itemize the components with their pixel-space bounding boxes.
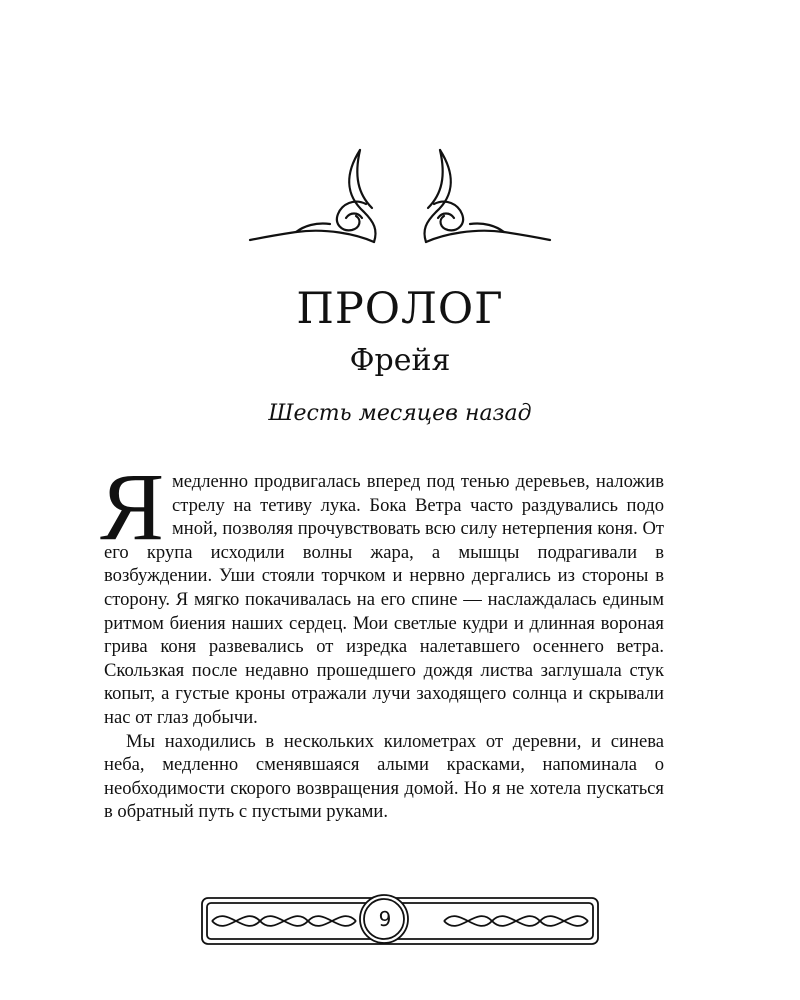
page-number: 9	[378, 907, 392, 931]
chapter-subtitle: Фрейя	[349, 343, 451, 378]
paragraph-1	[100, 453, 664, 730]
drop-cap: Я	[100, 453, 165, 560]
chapter-title: ПРОЛОГ	[296, 284, 504, 334]
paragraph-2: Мы находились в нескольких километрах от деревни, и синева неба, медленно сменявшаяся алыми красками, напоминала о необходимости скорого возвращения домой. Но я не хотела пускаться в обратный путь с пустыми руками.	[104, 730, 664, 823]
chapter-body	[100, 453, 664, 824]
horn-scroll-ornament-icon	[246, 142, 554, 252]
paragraph-1-text: медленно продвигалась вперед под тенью деревьев, наложив стрелу на тетиву лука. Бока Ветра часто раздувались подо мной, позволяя прочувствовать всю силу нетерпения коня. От его крупа исходили волны жара, а мышцы подрагивали в возбуждении. Уши стояли торчком и нервно дергались из стороны в сторону. Я мягко покачивалась на его спине — наслаждалась единым ритмом биения наших сердец. Мои светлые кудри и длинная вороная грива коня развевались от изредка налетавшего осеннего ветра. Скользкая после недавно прошедшего дождя листва заглушала стук копыт, а густые кроны отражали лучи заходящего солнца и скрывали нас от глаз добычи.	[104, 471, 664, 728]
chapter-time-note: Шесть месяцев назад	[268, 401, 532, 426]
